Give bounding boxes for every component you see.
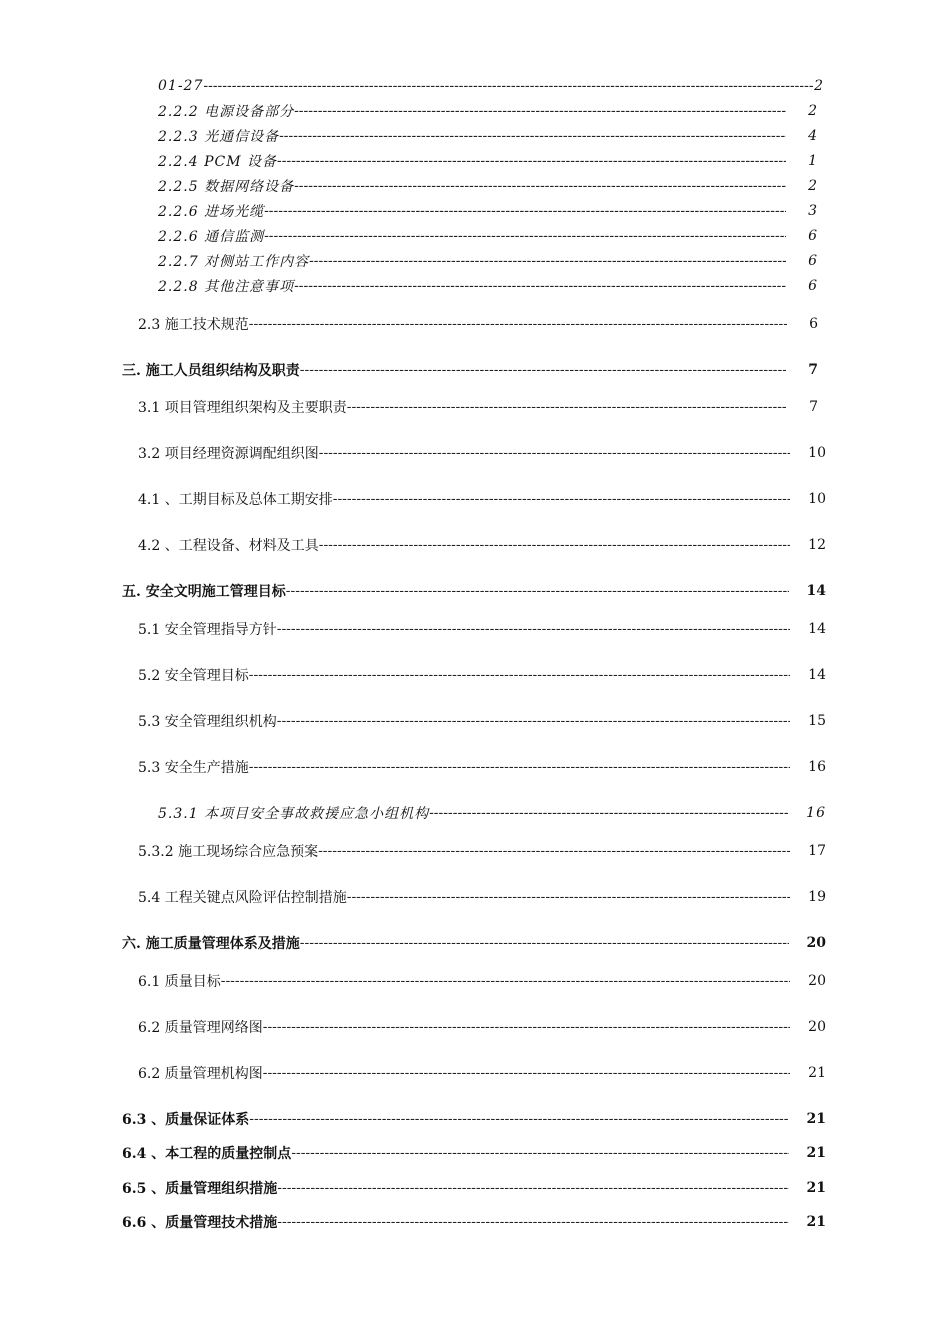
toc-leader [309, 253, 786, 269]
toc-leader [319, 537, 790, 553]
toc-entry-page: 20 [808, 973, 826, 989]
toc-leader [294, 278, 786, 294]
toc-entry[interactable] [158, 176, 818, 196]
toc-entry[interactable] [138, 665, 826, 685]
toc-leader [203, 78, 814, 94]
toc-entry[interactable] [158, 76, 824, 96]
toc-entry-page: 6 [808, 228, 818, 244]
toc-entry[interactable] [122, 1212, 826, 1232]
toc-entry-label: 三. 施工人员组织结构及职责 [122, 363, 300, 379]
toc-leader [347, 399, 787, 415]
toc-entry-page: 10 [808, 491, 826, 507]
toc-leader [294, 103, 786, 119]
toc-entry[interactable] [138, 619, 826, 639]
toc-entry[interactable] [122, 1178, 826, 1198]
toc-leader [277, 153, 786, 169]
toc-entry-page: 20 [808, 1019, 826, 1035]
toc-entry-label: 2.3 施工技术规范 [138, 317, 249, 333]
toc-entry-page: 21 [806, 1180, 826, 1196]
toc-entry-label: 6.5 、质量管理组织措施 [122, 1181, 278, 1197]
toc-leader [300, 935, 789, 951]
toc-entry-page: 6 [808, 253, 818, 269]
toc-leader [300, 362, 787, 378]
toc-entry-page: 7 [809, 399, 818, 415]
toc-entry[interactable] [122, 1109, 826, 1129]
toc-entry[interactable] [138, 1017, 826, 1037]
toc-entry-label: 5.2 安全管理目标 [138, 668, 249, 684]
toc-entry-page: 2 [808, 178, 818, 194]
toc-entry-label: 01-27 [158, 78, 204, 94]
toc-leader [333, 491, 790, 507]
toc-entry[interactable] [138, 971, 826, 991]
toc-entry-label: 3.1 项目管理组织架构及主要职责 [138, 400, 347, 416]
toc-entry-label: 2.2.6 通信监测 [158, 229, 265, 245]
toc-entry-label: 6.4 、本工程的质量控制点 [122, 1146, 292, 1162]
toc-leader [264, 228, 786, 244]
toc-entry[interactable] [138, 887, 826, 907]
toc-entry-page: 14 [806, 583, 826, 599]
toc-leader [249, 667, 790, 683]
toc-leader [429, 805, 788, 821]
toc-leader [277, 713, 790, 729]
toc-entry-label: 2.2.2 电源设备部分 [158, 104, 295, 120]
toc-entry-page: 4 [808, 128, 818, 144]
toc-entry-page: 19 [808, 889, 826, 905]
toc-leader [263, 1065, 790, 1081]
toc-entry-label: 六. 施工质量管理体系及措施 [122, 936, 300, 952]
toc-entry-label: 5.4 工程关键点风险评估控制措施 [138, 890, 347, 906]
toc-entry-label: 5.3 安全管理组织机构 [138, 714, 277, 730]
toc-leader [294, 178, 786, 194]
toc-entry[interactable] [122, 581, 826, 601]
toc-leader [279, 128, 786, 144]
toc-entry[interactable] [138, 489, 826, 509]
toc-entry-label: 2.2.6 进场光缆 [158, 204, 265, 220]
toc-entry[interactable] [158, 803, 826, 823]
toc-entry-page: 1 [808, 153, 818, 169]
toc-entry-page: 15 [808, 713, 826, 729]
toc-entry[interactable] [158, 251, 818, 271]
toc-entry-label: 2.2.8 其他注意事项 [158, 279, 295, 295]
toc-entry-page: 6 [809, 316, 818, 332]
toc-leader [277, 1214, 788, 1230]
toc-leader [249, 1111, 788, 1127]
toc-entry[interactable] [138, 443, 826, 463]
toc-entry-page: 21 [808, 1065, 826, 1081]
toc-entry[interactable] [138, 757, 826, 777]
toc-leader [249, 316, 787, 332]
toc-entry[interactable] [122, 933, 826, 953]
toc-leader [347, 889, 790, 905]
toc-entry-page: 14 [808, 621, 826, 637]
toc-entry-label: 2.2.4 PCM 设备 [158, 154, 277, 170]
toc-entry-label: 6.3 、质量保证体系 [122, 1112, 250, 1128]
toc-entry-page: 2 [814, 78, 824, 94]
toc-entry-label: 5.1 安全管理指导方针 [138, 622, 277, 638]
toc-entry[interactable] [122, 360, 818, 380]
toc-entry[interactable] [158, 226, 818, 246]
toc-entry-page: 2 [808, 103, 818, 119]
toc-entry-page: 10 [808, 445, 826, 461]
toc-entry[interactable] [138, 841, 826, 861]
toc-entry-label: 4.1 、工期目标及总体工期安排 [138, 492, 333, 508]
toc-entry-page: 14 [808, 667, 826, 683]
toc-entry-label: 2.2.3 光通信设备 [158, 129, 280, 145]
toc-entry[interactable] [158, 201, 818, 221]
toc-leader [264, 203, 786, 219]
toc-entry-label: 6.6 、质量管理技术措施 [122, 1215, 278, 1231]
toc-entry[interactable] [158, 101, 818, 121]
toc-leader [277, 621, 790, 637]
toc-entry[interactable] [138, 397, 818, 417]
toc-leader [286, 583, 789, 599]
toc-entry-label: 6.1 质量目标 [138, 974, 221, 990]
toc-leader [319, 445, 790, 461]
toc-entry-page: 16 [808, 759, 826, 775]
toc-leader [221, 973, 790, 989]
toc-entry-label: 2.2.5 数据网络设备 [158, 179, 295, 195]
toc-entry-page: 21 [806, 1214, 826, 1230]
toc-entry-page: 21 [806, 1145, 826, 1161]
toc-entry[interactable] [138, 1063, 826, 1083]
toc-entry[interactable] [158, 276, 818, 296]
toc-entry[interactable] [138, 314, 818, 334]
toc-entry-page: 17 [808, 843, 826, 859]
toc-entry[interactable] [122, 1143, 826, 1163]
toc-entry-page: 7 [808, 362, 818, 378]
toc-entry-label: 5.3 安全生产措施 [138, 760, 249, 776]
toc-entry-label: 6.2 质量管理机构图 [138, 1066, 263, 1082]
toc-leader [263, 1019, 790, 1035]
toc-entry-label: 4.2 、工程设备、材料及工具 [138, 538, 319, 554]
toc-leader [318, 843, 790, 859]
toc-entry-page: 12 [808, 537, 826, 553]
toc-entry-label: 5.3.2 施工现场综合应急预案 [138, 844, 319, 860]
toc-entry[interactable] [158, 151, 818, 171]
toc-entry-label: 3.2 项目经理资源调配组织图 [138, 446, 319, 462]
toc-entry[interactable] [138, 535, 826, 555]
toc-entry-label: 2.2.7 对侧站工作内容 [158, 254, 310, 270]
toc-entry-page: 6 [808, 278, 818, 294]
toc-entry-label: 5.3.1 本项目安全事故救援应急小组机构 [158, 806, 430, 822]
toc-leader [277, 1180, 788, 1196]
toc-entry-page: 3 [808, 203, 818, 219]
toc-entry[interactable] [138, 711, 826, 731]
toc-entry-label: 6.2 质量管理网络图 [138, 1020, 263, 1036]
toc-entry-page: 16 [806, 805, 826, 821]
toc-entry[interactable] [158, 126, 818, 146]
toc-entry-page: 21 [806, 1111, 826, 1127]
toc-leader [291, 1145, 788, 1161]
toc-leader [249, 759, 790, 775]
toc-entry-label: 五. 安全文明施工管理目标 [122, 584, 286, 600]
toc-entry-page: 20 [806, 935, 826, 951]
